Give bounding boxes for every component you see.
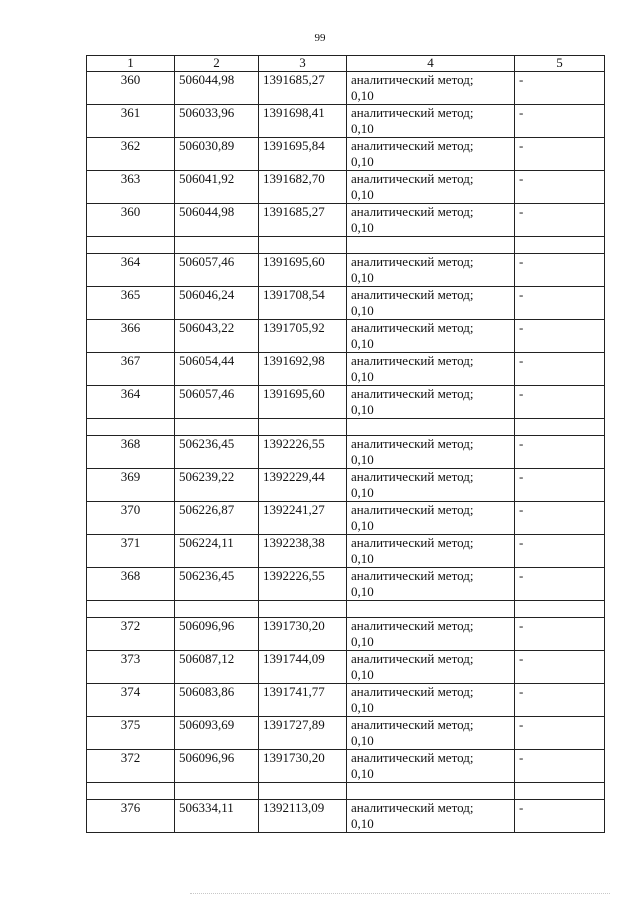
- method-name: аналитический метод;: [351, 469, 474, 484]
- point-number-cell: 360: [87, 72, 175, 105]
- method-accuracy: 0,10: [351, 485, 374, 500]
- col5-cell: -: [515, 436, 605, 469]
- empty-cell: [87, 601, 175, 618]
- method-accuracy: 0,10: [351, 584, 374, 599]
- method-cell: [347, 502, 515, 535]
- y-coordinate-cell: 1391695,60: [259, 386, 347, 419]
- method-cell: [347, 535, 515, 568]
- method-name: аналитический метод;: [351, 436, 474, 451]
- x-coordinate-cell: 506057,46: [175, 254, 259, 287]
- col5-cell: -: [515, 800, 605, 833]
- col5-cell: -: [515, 72, 605, 105]
- x-coordinate-cell: 506041,92: [175, 171, 259, 204]
- method-name: аналитический метод;: [351, 386, 474, 401]
- method-cell: [347, 138, 515, 171]
- table-row: [87, 568, 605, 601]
- method-cell: [347, 800, 515, 833]
- table-header-row: [87, 56, 605, 72]
- point-number-cell: 368: [87, 568, 175, 601]
- col5-cell: -: [515, 502, 605, 535]
- point-number-cell: 367: [87, 353, 175, 386]
- empty-cell: [259, 237, 347, 254]
- method-name: аналитический метод;: [351, 535, 474, 550]
- method-name: аналитический метод;: [351, 568, 474, 583]
- table-row: [87, 800, 605, 833]
- method-accuracy: 0,10: [351, 634, 374, 649]
- col5-cell: -: [515, 535, 605, 568]
- point-number-cell: 360: [87, 204, 175, 237]
- col5-cell: -: [515, 469, 605, 502]
- col5-cell: -: [515, 171, 605, 204]
- col5-cell: -: [515, 684, 605, 717]
- y-coordinate-cell: 1392226,55: [259, 568, 347, 601]
- point-number-cell: 366: [87, 320, 175, 353]
- method-cell: [347, 436, 515, 469]
- col5-cell: -: [515, 254, 605, 287]
- empty-cell: [175, 601, 259, 618]
- x-coordinate-cell: 506046,24: [175, 287, 259, 320]
- method-accuracy: 0,10: [351, 187, 374, 202]
- method-cell: [347, 717, 515, 750]
- y-coordinate-cell: 1392238,38: [259, 535, 347, 568]
- method-name: аналитический метод;: [351, 254, 474, 269]
- empty-cell: [175, 419, 259, 436]
- method-cell: [347, 469, 515, 502]
- x-coordinate-cell: 506093,69: [175, 717, 259, 750]
- method-accuracy: 0,10: [351, 220, 374, 235]
- method-name: аналитический метод;: [351, 171, 474, 186]
- coordinates-table: [86, 55, 605, 833]
- table-row: [87, 535, 605, 568]
- empty-cell: [259, 601, 347, 618]
- y-coordinate-cell: 1391727,89: [259, 717, 347, 750]
- header-col-1: 1: [87, 56, 175, 72]
- method-cell: [347, 105, 515, 138]
- method-cell: [347, 171, 515, 204]
- x-coordinate-cell: 506226,87: [175, 502, 259, 535]
- y-coordinate-cell: 1391685,27: [259, 204, 347, 237]
- method-cell: [347, 386, 515, 419]
- point-number-cell: 369: [87, 469, 175, 502]
- method-cell: [347, 568, 515, 601]
- method-accuracy: 0,10: [351, 667, 374, 682]
- method-accuracy: 0,10: [351, 336, 374, 351]
- header-col-3: 3: [259, 56, 347, 72]
- separator-row: [87, 237, 605, 254]
- col5-cell: -: [515, 353, 605, 386]
- method-name: аналитический метод;: [351, 618, 474, 633]
- y-coordinate-cell: 1391730,20: [259, 750, 347, 783]
- empty-cell: [87, 783, 175, 800]
- method-cell: [347, 618, 515, 651]
- col5-cell: -: [515, 386, 605, 419]
- table-row: [87, 469, 605, 502]
- empty-cell: [259, 419, 347, 436]
- table-row: [87, 502, 605, 535]
- header-col-4: 4: [347, 56, 515, 72]
- y-coordinate-cell: 1391730,20: [259, 618, 347, 651]
- method-name: аналитический метод;: [351, 72, 474, 87]
- point-number-cell: 361: [87, 105, 175, 138]
- method-name: аналитический метод;: [351, 717, 474, 732]
- separator-row: [87, 601, 605, 618]
- method-cell: [347, 204, 515, 237]
- point-number-cell: 374: [87, 684, 175, 717]
- point-number-cell: 365: [87, 287, 175, 320]
- empty-cell: [347, 237, 515, 254]
- point-number-cell: 372: [87, 618, 175, 651]
- table-row: [87, 320, 605, 353]
- table-row: [87, 750, 605, 783]
- x-coordinate-cell: 506030,89: [175, 138, 259, 171]
- method-accuracy: 0,10: [351, 303, 374, 318]
- point-number-cell: 373: [87, 651, 175, 684]
- col5-cell: -: [515, 568, 605, 601]
- col5-cell: -: [515, 204, 605, 237]
- bottom-faint-line: [190, 893, 610, 894]
- col5-cell: -: [515, 138, 605, 171]
- method-cell: [347, 353, 515, 386]
- method-accuracy: 0,10: [351, 402, 374, 417]
- col5-cell: -: [515, 750, 605, 783]
- method-accuracy: 0,10: [351, 270, 374, 285]
- x-coordinate-cell: 506083,86: [175, 684, 259, 717]
- point-number-cell: 364: [87, 254, 175, 287]
- x-coordinate-cell: 506057,46: [175, 386, 259, 419]
- y-coordinate-cell: 1392113,09: [259, 800, 347, 833]
- col5-cell: -: [515, 717, 605, 750]
- x-coordinate-cell: 506087,12: [175, 651, 259, 684]
- table-row: [87, 105, 605, 138]
- x-coordinate-cell: 506054,44: [175, 353, 259, 386]
- table-row: [87, 684, 605, 717]
- method-cell: [347, 72, 515, 105]
- table-row: [87, 651, 605, 684]
- method-name: аналитический метод;: [351, 750, 474, 765]
- method-name: аналитический метод;: [351, 800, 474, 815]
- x-coordinate-cell: 506044,98: [175, 204, 259, 237]
- table-row: [87, 618, 605, 651]
- empty-cell: [515, 419, 605, 436]
- col5-cell: -: [515, 651, 605, 684]
- method-accuracy: 0,10: [351, 154, 374, 169]
- point-number-cell: 362: [87, 138, 175, 171]
- empty-cell: [347, 601, 515, 618]
- y-coordinate-cell: 1392229,44: [259, 469, 347, 502]
- y-coordinate-cell: 1392241,27: [259, 502, 347, 535]
- header-col-2: 2: [175, 56, 259, 72]
- empty-cell: [347, 419, 515, 436]
- y-coordinate-cell: 1392226,55: [259, 436, 347, 469]
- point-number-cell: 363: [87, 171, 175, 204]
- x-coordinate-cell: 506096,96: [175, 750, 259, 783]
- x-coordinate-cell: 506236,45: [175, 568, 259, 601]
- method-name: аналитический метод;: [351, 353, 474, 368]
- table-row: [87, 353, 605, 386]
- method-name: аналитический метод;: [351, 502, 474, 517]
- page-number: 99: [314, 32, 326, 44]
- table-row: [87, 138, 605, 171]
- point-number-cell: 368: [87, 436, 175, 469]
- empty-cell: [259, 783, 347, 800]
- y-coordinate-cell: 1391705,92: [259, 320, 347, 353]
- y-coordinate-cell: 1391744,09: [259, 651, 347, 684]
- method-accuracy: 0,10: [351, 121, 374, 136]
- separator-row: [87, 419, 605, 436]
- header-col-5: 5: [515, 56, 605, 72]
- method-accuracy: 0,10: [351, 551, 374, 566]
- method-accuracy: 0,10: [351, 700, 374, 715]
- method-cell: [347, 254, 515, 287]
- method-cell: [347, 750, 515, 783]
- col5-cell: -: [515, 320, 605, 353]
- method-name: аналитический метод;: [351, 138, 474, 153]
- table-body: [87, 72, 605, 833]
- method-cell: [347, 320, 515, 353]
- y-coordinate-cell: 1391708,54: [259, 287, 347, 320]
- point-number-cell: 376: [87, 800, 175, 833]
- table-row: [87, 287, 605, 320]
- method-name: аналитический метод;: [351, 204, 474, 219]
- empty-cell: [515, 601, 605, 618]
- empty-cell: [87, 419, 175, 436]
- method-cell: [347, 684, 515, 717]
- point-number-cell: 370: [87, 502, 175, 535]
- empty-cell: [175, 783, 259, 800]
- x-coordinate-cell: 506236,45: [175, 436, 259, 469]
- method-name: аналитический метод;: [351, 105, 474, 120]
- empty-cell: [347, 783, 515, 800]
- col5-cell: -: [515, 618, 605, 651]
- y-coordinate-cell: 1391685,27: [259, 72, 347, 105]
- x-coordinate-cell: 506096,96: [175, 618, 259, 651]
- x-coordinate-cell: 506239,22: [175, 469, 259, 502]
- method-accuracy: 0,10: [351, 369, 374, 384]
- x-coordinate-cell: 506044,98: [175, 72, 259, 105]
- method-name: аналитический метод;: [351, 320, 474, 335]
- point-number-cell: 372: [87, 750, 175, 783]
- x-coordinate-cell: 506043,22: [175, 320, 259, 353]
- method-name: аналитический метод;: [351, 287, 474, 302]
- y-coordinate-cell: 1391695,60: [259, 254, 347, 287]
- method-accuracy: 0,10: [351, 766, 374, 781]
- x-coordinate-cell: 506334,11: [175, 800, 259, 833]
- method-cell: [347, 651, 515, 684]
- x-coordinate-cell: 506033,96: [175, 105, 259, 138]
- col5-cell: -: [515, 287, 605, 320]
- method-accuracy: 0,10: [351, 816, 374, 831]
- method-accuracy: 0,10: [351, 518, 374, 533]
- empty-cell: [175, 237, 259, 254]
- y-coordinate-cell: 1391682,70: [259, 171, 347, 204]
- point-number-cell: 364: [87, 386, 175, 419]
- empty-cell: [87, 237, 175, 254]
- y-coordinate-cell: 1391698,41: [259, 105, 347, 138]
- method-name: аналитический метод;: [351, 651, 474, 666]
- method-name: аналитический метод;: [351, 684, 474, 699]
- method-accuracy: 0,10: [351, 88, 374, 103]
- y-coordinate-cell: 1391741,77: [259, 684, 347, 717]
- table-row: [87, 204, 605, 237]
- col5-cell: -: [515, 105, 605, 138]
- table-row: [87, 72, 605, 105]
- method-accuracy: 0,10: [351, 452, 374, 467]
- table-row: [87, 386, 605, 419]
- method-accuracy: 0,10: [351, 733, 374, 748]
- point-number-cell: 371: [87, 535, 175, 568]
- y-coordinate-cell: 1391695,84: [259, 138, 347, 171]
- method-cell: [347, 287, 515, 320]
- x-coordinate-cell: 506224,11: [175, 535, 259, 568]
- empty-cell: [515, 783, 605, 800]
- table-row: [87, 436, 605, 469]
- table-row: [87, 717, 605, 750]
- table-row: [87, 171, 605, 204]
- y-coordinate-cell: 1391692,98: [259, 353, 347, 386]
- empty-cell: [515, 237, 605, 254]
- table-row: [87, 254, 605, 287]
- separator-row: [87, 783, 605, 800]
- point-number-cell: 375: [87, 717, 175, 750]
